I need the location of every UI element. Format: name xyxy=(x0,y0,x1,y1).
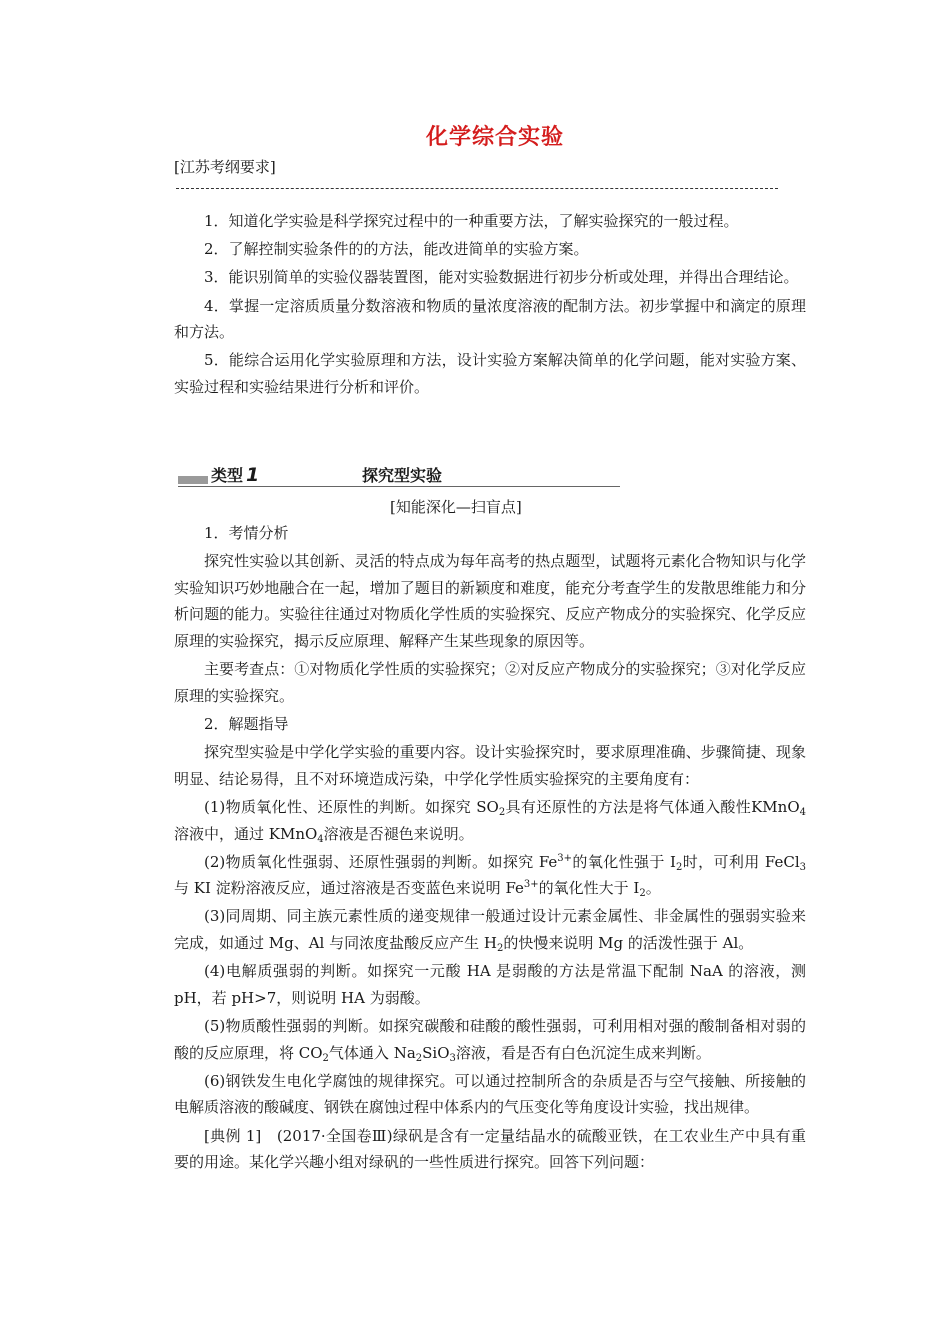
section-type-number: 1 xyxy=(246,464,260,486)
section-title: 探究型实验 xyxy=(362,466,443,485)
requirements-label: [江苏考纲要求] xyxy=(174,158,276,176)
paragraph: 主要考查点：①对物质化学性质的实验探究；②对反应产物成分的实验探究；③对化学反应原理的实验探究。 xyxy=(174,660,806,705)
section-type-label: 类型 xyxy=(211,466,244,485)
section-subtitle: [知能深化—扫盲点] xyxy=(390,498,522,516)
section-bar-decoration xyxy=(178,476,208,484)
paragraph: 探究性实验以其创新、灵活的特点成为每年高考的热点题型，试题将元素化合物知识与化学实验知识巧妙地融合在一起，增加了题目的新颖度和难度，能充分考查学生的发散思维能力和分析问题的能力。实验往往通过对物质化学性质的实验探究、反应产物成分的实验探究、化学反应原理的实验探究，揭示反应原理、解释产生某些现象的原因等。 xyxy=(174,552,806,650)
requirements-list xyxy=(174,208,806,401)
guidance-item-6: (6)钢铁发生电化学腐蚀的规律探究。可以通过控制所含的杂质是否与空气接触、所接触的电解质溶液的酸碱度、钢铁在腐蚀过程中体系内的气压变化等角度设计实验，找出规律。 xyxy=(174,1071,806,1117)
guidance-item-1: (1)物质氧化性、还原性的判断。如探究 $SO_2$具有还原性的方法是将气体通入酸性KMnO$_4$溶液中，通过 KMnO$_4$溶液是否褪色来说明。 xyxy=(174,797,806,845)
subheading-guidance: 2．解题指导 xyxy=(204,714,289,733)
guidance-item-4: (4)电解质强弱的判断。如探究一元酸 HA 是弱酸的方法是常温下配制 NaA 的溶液，测 pH，若 pH>7，则说明 HA 为弱酸。 xyxy=(174,962,806,1007)
dashed-divider xyxy=(176,188,778,189)
requirement-item: 4．掌握一定溶质质量分数溶液和物质的量浓度溶液的配制方法。初步掌握中和滴定的原理和方法。 xyxy=(174,296,806,342)
paragraph: 探究型实验是中学化学实验的重要内容。设计实验探究时，要求原理准确、步骤简捷、现象明显、结论易得，且不对环境造成污染，中学化学性质实验探究的主要角度有： xyxy=(174,743,806,788)
body-text xyxy=(174,520,806,1176)
section-underline xyxy=(178,486,620,487)
subheading-analysis: 1．考情分析 xyxy=(204,524,289,542)
example-intro: [典例 1] (2017·全国卷Ⅲ)绿矾是含有一定量结晶水的硫酸亚铁，在工农业生产中具有重要的用途。某化学兴趣小组对绿矾的一些性质进行探究。回答下列问题： xyxy=(174,1126,806,1172)
section-header xyxy=(178,463,620,487)
guidance-item-5: (5)物质酸性强弱的判断。如探究碳酸和硅酸的酸性强弱，可利用相对强的酸制备相对弱的酸的反应原理，将 $CO_2$气体通入 $Na_2SiO_3$溶液，看是否有白色沉淀生成来判断。 xyxy=(174,1017,806,1064)
requirement-item: 2．了解控制实验条件的的方法，能改进简单的实验方案。 xyxy=(204,240,589,259)
guidance-item-2: (2)物质氧化性强弱、还原性强弱的判断。如探究 $Fe^{3+}$的氧化性强于 $I_2$时，可利用 FeCl$_3$与 KI 淀粉溶液反应，通过溶液是否变蓝色来说明 $Fe^{3+}$的氧化性大于 $I_2$。 xyxy=(174,852,806,900)
requirement-item: 5．能综合运用化学实验原理和方法，设计实验方案解决简单的化学问题，能对实验方案、实验过程和实验结果进行分析和评价。 xyxy=(174,351,806,396)
section-type xyxy=(211,463,259,486)
guidance-item-3: (3)同周期、同主族元素性质的递变规律一般通过设计元素金属性、非金属性的强弱实验来完成，如通过 Mg、Al 与同浓度盐酸反应产生 $H_2$的快慢来说明 Mg 的活泼性强于 Al。 xyxy=(174,907,806,955)
requirement-item: 1．知道化学实验是科学探究过程中的一种重要方法，了解实验探究的一般过程。 xyxy=(204,212,739,230)
requirement-item: 3．能识别简单的实验仪器装置图，能对实验数据进行初步分析或处理，并得出合理结论。 xyxy=(204,268,799,287)
page-title: 化学综合实验 xyxy=(425,125,564,150)
